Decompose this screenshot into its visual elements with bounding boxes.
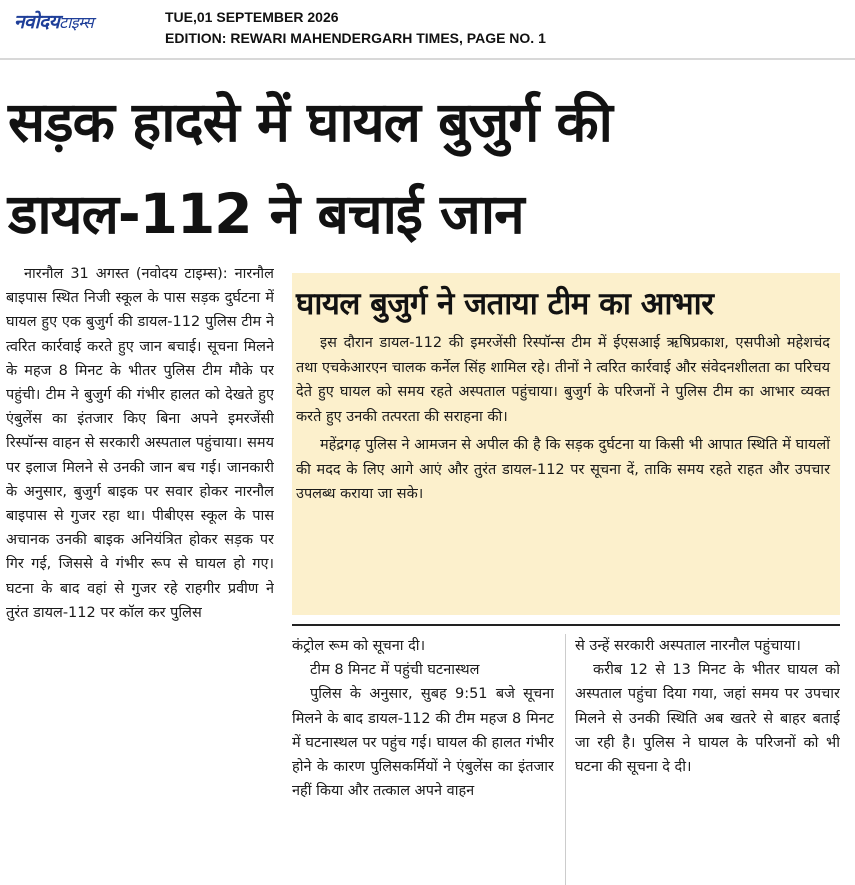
box-title: घायल बुजुर्ग ने जताया टीम का आभार [296, 286, 714, 322]
article-headline: सड़क हादसे में घायल बुजुर्ग की डायल-112 ने बचाई जान [8, 90, 612, 246]
middle-column [292, 634, 554, 885]
middle-lead-in: कंट्रोल रूम को सूचना दी। [292, 638, 426, 654]
box-paragraph-2: महेंद्रगढ़ पुलिस ने आमजन से अपील की है कि सड़क दुर्घटना या किसी भी आपात स्थिति में घायलों की मदद के लिए आगे आएं और तुरंत डायल-112 पर सूचना दें, ताकि समय रहते राहत और उपचार उपलब्ध कराया जा सके। [296, 437, 830, 502]
box-bottom-rule [292, 624, 840, 626]
highlight-box [292, 273, 840, 615]
edition-line: EDITION: REWARI MAHENDERGARH TIMES, PAGE NO. 1 [165, 30, 546, 46]
left-column-text: नारनौल 31 अगस्त (नवोदय टाइम्स): नारनौल बाइपास स्थित निजी स्कूल के पास सड़क दुर्घटना में घायल हुए एक बुजुर्ग की डायल-112 पुलिस टीम ने त्वरित कार्रवाई करते हुए जान बचाई। सूचना मिलने के महज 8 मिनट के भीतर पुलिस टीम मौके पर पहुंची। टीम ने बुजुर्ग की गंभीर हालत को देखते हुए एंबुलेंस का इंतजार किए बिना अपने इमरजेंसी रिस्पॉन्स वाहन से सरकारी अस्पताल पहुंचाया। समय पर इलाज मिलने से उनकी जान बच गई। जानकारी के अनुसार, बुजुर्ग बाइक पर सवार होकर नारनौल बाइपास से गुजर रहा था। पीबीएस स्कूल के पास अचानक उनकी बाइक अनियंत्रित होकर सड़क पर गिर गई, जिससे वे गंभीर रूप से घायल हो गए। घटना के बाद वहां से गुजर रहे राहगीर प्रवीण ने तुरंत डायल-112 पर कॉल कर पुलिस [6, 266, 274, 621]
newspaper-logo [14, 8, 93, 34]
logo-main-text: नवोदय [14, 11, 60, 33]
left-column [6, 262, 274, 882]
date-line: TUE,01 SEPTEMBER 2026 [165, 9, 339, 25]
logo-sub-text: टाइम्स [59, 13, 94, 32]
right-lead-in: से उन्हें सरकारी अस्पताल नारनौल पहुंचाया। [575, 638, 801, 654]
right-column [575, 634, 840, 885]
masthead-divider [0, 58, 855, 60]
masthead [0, 0, 855, 56]
right-paragraph: करीब 12 से 13 मिनट के भीतर घायल को अस्पताल पहुंचा दिया गया, जहां समय पर उपचार मिलने से उनकी स्थिति अब खतरे से बाहर बताई जा रही है। पुलिस ने घायल के परिजनों को भी घटना की सूचना दे दी। [575, 662, 840, 776]
middle-subhead: टीम 8 मिनट में पहुंची घटनास्थल [310, 662, 480, 679]
column-divider [565, 634, 566, 885]
edition-info [165, 7, 546, 49]
middle-paragraph: पुलिस के अनुसार, सुबह 9:51 बजे सूचना मिलने के बाद डायल-112 की टीम महज 8 मिनट में घटनास्थल पर पहुंच गई। घायल की हालत गंभीर होने के कारण पुलिसकर्मियों ने एंबुलेंस का इंतजार नहीं किया और तत्काल अपने वाहन [292, 686, 554, 800]
box-paragraph-1: इस दौरान डायल-112 की इमरजेंसी रिस्पॉन्स टीम में ईएसआई ऋषिप्रकाश, एसपीओ महेशचंद तथा एचकेआरएन चालक कर्नेल सिंह शामिल रहे। तीनों ने त्वरित कार्रवाई और संवेदनशीलता का परिचय देते हुए घायल को समय रहते अस्पताल पहुंचाया। बुजुर्ग के परिजनों ने पुलिस टीम का आभार व्यक्त करते हुए उनकी तत्परता की सराहना की। [296, 335, 830, 425]
